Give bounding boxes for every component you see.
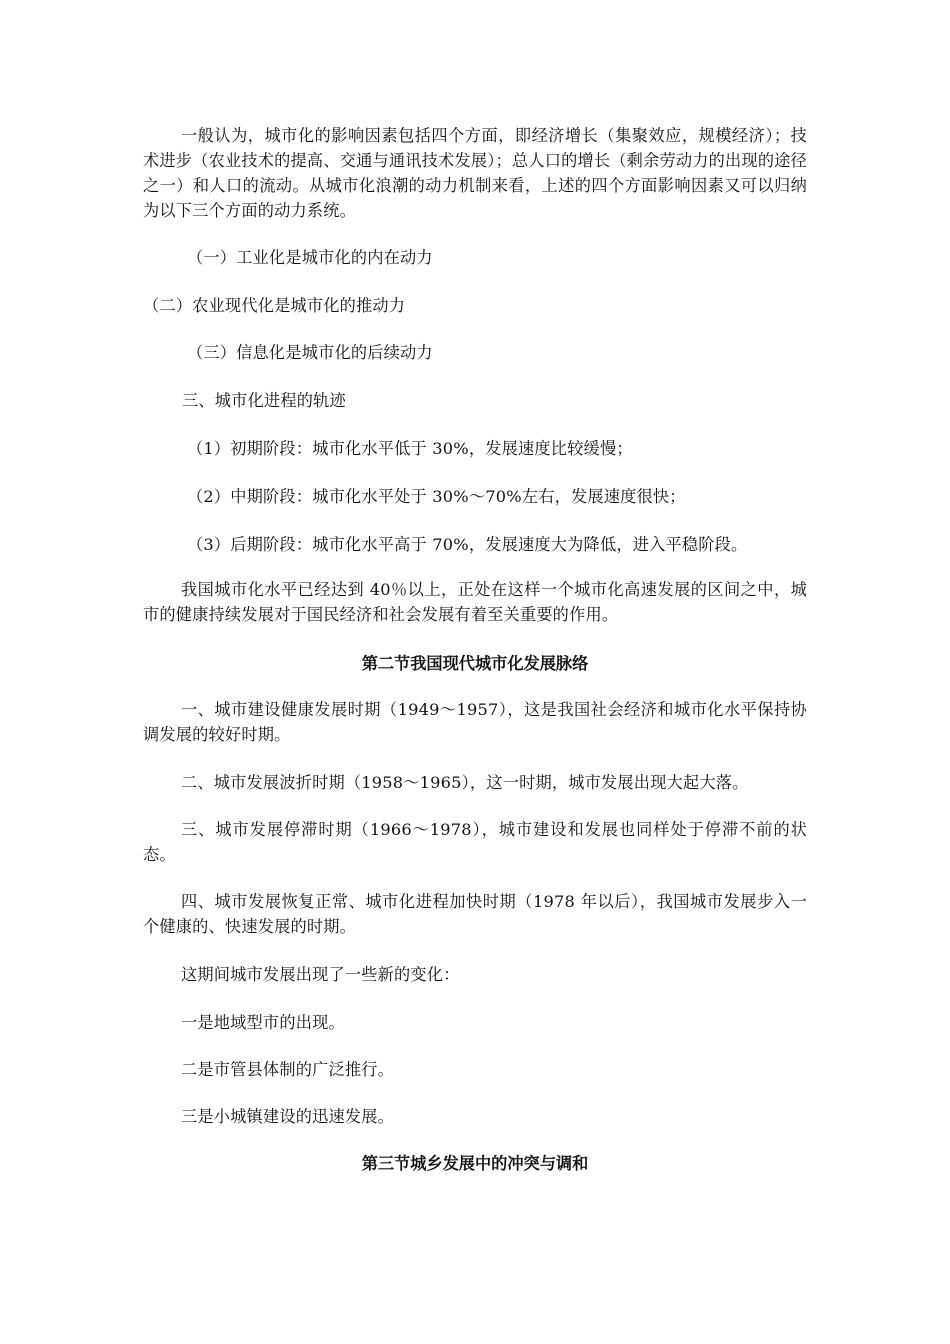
paragraph-period-four: 四、城市发展恢复正常、城市化进程加快时期（1978 年以后），我国城市发展步入一个健康的、快速发展的时期。	[143, 892, 807, 936]
list-item-city-county-system: 二是市管县体制的广泛推行。	[181, 1060, 395, 1079]
list-item-regional-cities: 一是地域型市的出现。	[181, 1013, 345, 1032]
paragraph-china-urbanization-level: 我国城市化水平已经达到 40％以上，正处在这样一个城市化高速发展的区间之中，城市的健康持续发展对于国民经济和社会发展有着至关重要的作用。	[143, 580, 807, 624]
list-item-agricultural-modernization: （二）农业现代化是城市化的推动力	[143, 296, 406, 315]
list-item-middle-stage: （2）中期阶段：城市化水平处于 30%～70%左右，发展速度很快；	[187, 487, 686, 506]
heading-section-three: 第三节城乡发展中的冲突与调和	[361, 1154, 589, 1173]
paragraph-period-one: 一、城市建设健康发展时期（1949～1957），这是我国社会经济和城市化水平保持协调发展的较好时期。	[143, 700, 807, 744]
heading-section-two: 第二节我国现代城市化发展脉络	[361, 654, 589, 673]
list-item-small-towns: 三是小城镇建设的迅速发展。	[181, 1107, 395, 1126]
paragraph-period-two: 二、城市发展波折时期（1958～1965），这一时期，城市发展出现大起大落。	[181, 773, 749, 792]
paragraph-urbanization-factors: 一般认为，城市化的影响因素包括四个方面，即经济增长（集聚效应，规模经济）；技术进步（农业技术的提高、交通与通讯技术发展）；总人口的增长（剩余劳动力的出现的途径之一）和人口的流动。从城市化浪潮的动力机制来看，上述的四个方面影响因素又可以归纳为以下三个方面的动力系统。	[143, 126, 807, 220]
list-item-informatization: （三）信息化是城市化的后续动力	[187, 343, 433, 362]
section-title-urbanization-trajectory: 三、城市化进程的轨迹	[182, 391, 346, 410]
list-item-industrialization: （一）工业化是城市化的内在动力	[187, 248, 433, 267]
paragraph-new-changes: 这期间城市发展出现了一些新的变化：	[181, 965, 460, 984]
list-item-late-stage: （3）后期阶段：城市化水平高于 70%，发展速度大为降低，进入平稳阶段。	[187, 535, 748, 554]
paragraph-period-three: 三、城市发展停滞时期（1966～1978），城市建设和发展也同样处于停滞不前的状态。	[143, 820, 807, 864]
list-item-initial-stage: （1）初期阶段：城市化水平低于 30%，发展速度比较缓慢；	[187, 439, 633, 458]
